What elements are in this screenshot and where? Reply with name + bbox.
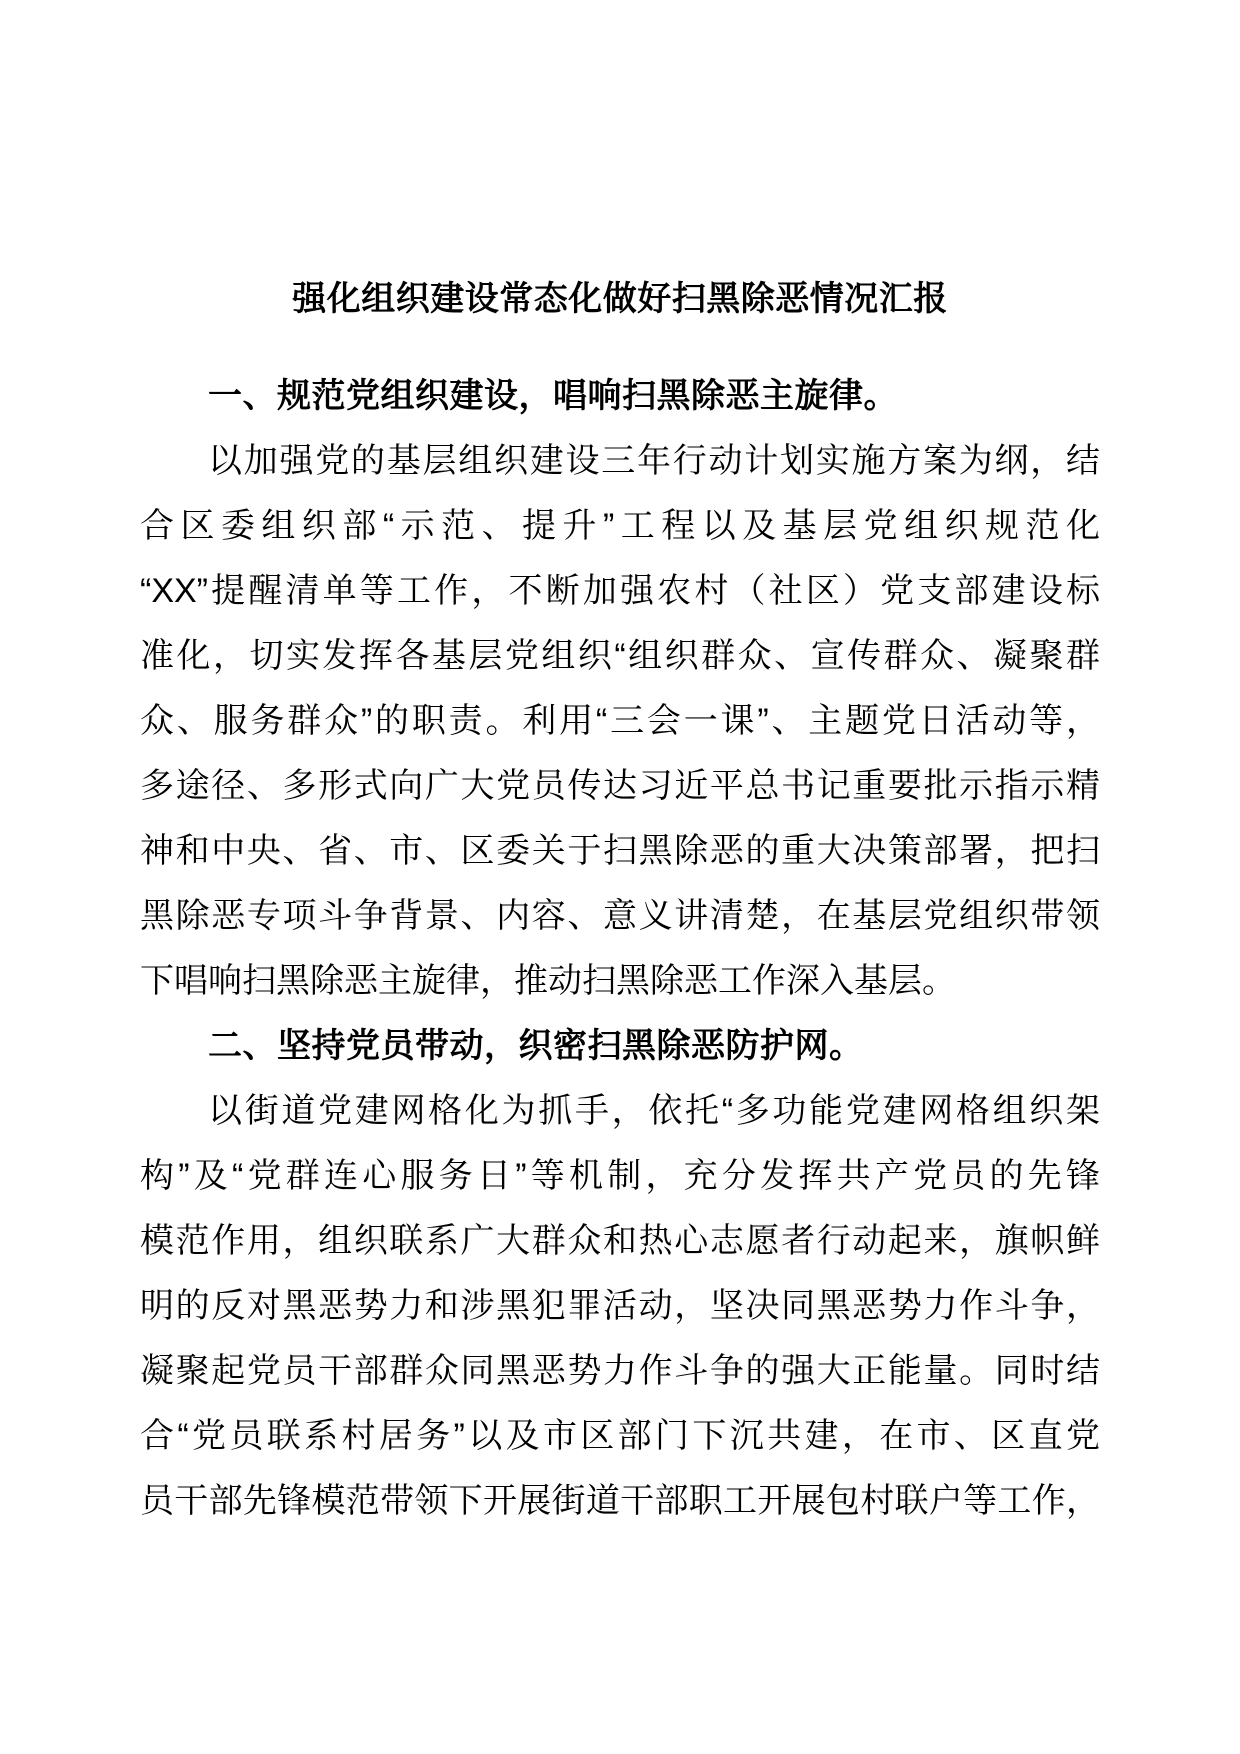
section-2 bbox=[140, 1014, 1100, 1534]
text-line: 合区委组织部“示范、提升”工程以及基层党组织规范化 bbox=[140, 507, 1100, 545]
text-line: 构”及“党群连心服务日”等机制，充分发挥共产党员的先锋 bbox=[140, 1157, 1100, 1195]
text-line: 多途径、多形式向广大党员传达习近平总书记重要批示指示精 bbox=[140, 767, 1100, 805]
text-line: 明的反对黑恶势力和涉黑犯罪活动，坚决同黑恶势力作斗争， bbox=[140, 1287, 1100, 1325]
section-1-heading: 一、规范党组织建设，唱响扫黑除恶主旋律。 bbox=[208, 377, 898, 415]
text-line: “XX”提醒清单等工作，不断加强农村（社区）党支部建设标 bbox=[140, 572, 1100, 610]
text-line: 准化，切实发挥各基层党组织“组织群众、宣传群众、凝聚群 bbox=[140, 637, 1100, 675]
text-line: 黑除恶专项斗争背景、内容、意义讲清楚，在基层党组织带领 bbox=[140, 897, 1100, 935]
text-line: 凝聚起党员干部群众同黑恶势力作斗争的强大正能量。同时结 bbox=[140, 1352, 1100, 1390]
text-line: 以街道党建网格化为抓手，依托“多功能党建网格组织架 bbox=[208, 1092, 1100, 1130]
text-line: 以加强党的基层组织建设三年行动计划实施方案为纲，结 bbox=[208, 442, 1100, 480]
document-title: 强化组织建设常态化做好扫黑除恶情况汇报 bbox=[292, 280, 948, 318]
text-line: 合“党员联系村居务”以及市区部门下沉共建，在市、区直党 bbox=[140, 1417, 1100, 1455]
text-line: 神和中央、省、市、区委关于扫黑除恶的重大决策部署，把扫 bbox=[140, 832, 1100, 870]
section-1 bbox=[140, 364, 1100, 1014]
text-line: 员干部先锋模范带领下开展街道干部职工开展包村联户等工作， bbox=[140, 1482, 1100, 1520]
document-body bbox=[140, 267, 1100, 1534]
text-line: 模范作用，组织联系广大群众和热心志愿者行动起来，旗帜鲜 bbox=[140, 1222, 1100, 1260]
text-line: 下唱响扫黑除恶主旋律，推动扫黑除恶工作深入基层。 bbox=[140, 962, 956, 1000]
section-2-heading: 二、坚持党员带动，织密扫黑除恶防护网。 bbox=[208, 1027, 864, 1065]
text-line: 众、服务群众”的职责。利用“三会一课”、主题党日活动等， bbox=[140, 702, 1100, 740]
